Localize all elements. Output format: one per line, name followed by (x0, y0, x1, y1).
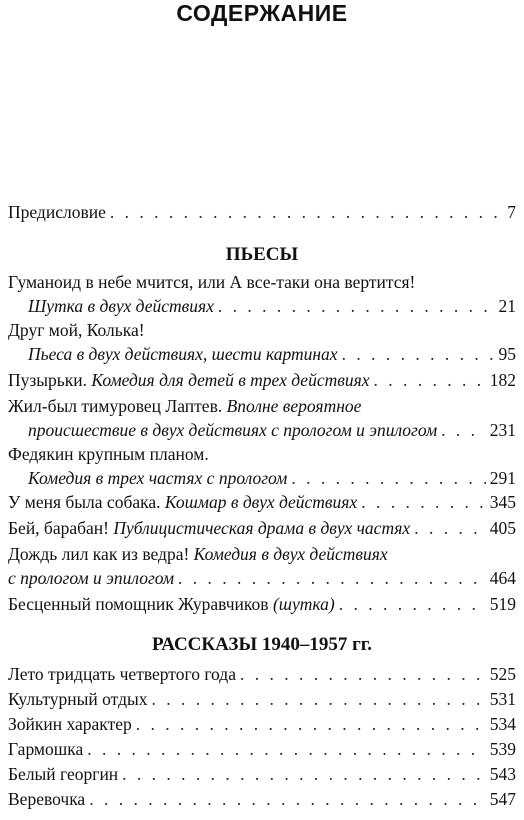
section-heading: РАССКАЗЫ 1940–1957 гг. (152, 634, 372, 655)
toc-entry-page: 519 (489, 594, 516, 614)
leader-dots (339, 594, 486, 615)
leader-dots (87, 739, 486, 760)
toc-entry-page: 543 (489, 764, 516, 784)
toc-entry[interactable] (8, 739, 516, 765)
toc-entry-title: Бесценный помощник Журавчиков (8, 594, 269, 614)
toc-entry[interactable] (8, 689, 516, 715)
toc-entry-page: 291 (489, 468, 516, 488)
toc-entry[interactable] (8, 202, 516, 228)
toc-entry-subtitle: Кошмар в двух действиях (164, 492, 358, 512)
toc-entry[interactable] (8, 518, 516, 544)
toc-entry-subtitle: Комедия в трех частях с прологом (28, 468, 288, 488)
toc-entry-title: Жил-был тимуровец Лаптев. (8, 396, 223, 416)
toc-entry-subtitle: происшествие в двух действиях с прологом и эпилогом (28, 420, 438, 440)
leader-dots (110, 202, 503, 223)
toc-entry-cont[interactable] (8, 568, 516, 594)
toc-entry-title: Предисловие (8, 202, 106, 222)
toc-entry-title: Друг мой, Колька! (8, 320, 145, 340)
toc-entry-title: Бей, барабан! (8, 518, 109, 538)
toc-entry[interactable] (8, 320, 516, 346)
toc-entry-page: 231 (489, 420, 516, 440)
toc-entry[interactable] (8, 764, 516, 790)
toc-entry-subtitle: (шутка) (272, 594, 335, 614)
toc-entry-page: 405 (489, 518, 516, 538)
leader-dots (361, 492, 486, 513)
toc-entry-page: 539 (489, 739, 516, 759)
toc-entry-subtitle: Комедия в двух действиях (193, 544, 388, 564)
toc-entry-page: 95 (498, 344, 516, 364)
toc-entry-subtitle: Комедия для детей в трех действиях (91, 370, 370, 390)
toc-entry-title: Федякин крупным планом. (8, 444, 209, 464)
toc-entry-subtitle: с прологом и эпилогом (8, 568, 175, 588)
toc-entry-page: 7 (507, 202, 516, 222)
toc-entry-title: Зойкин характер (8, 714, 132, 734)
toc-entry-cont[interactable] (28, 468, 516, 494)
toc-entry[interactable] (8, 664, 516, 690)
leader-dots (218, 296, 495, 317)
leader-dots (342, 344, 495, 365)
toc-entry[interactable] (8, 444, 516, 470)
toc-entry[interactable] (8, 714, 516, 740)
toc-entry-page: 21 (498, 296, 516, 316)
toc-entry-page: 182 (489, 370, 516, 390)
toc-entry-page: 531 (489, 689, 516, 709)
toc-entry-title: Культурный отдых (8, 689, 148, 709)
toc-entry-page: 534 (489, 714, 516, 734)
toc-entry-title: Дождь лил как из ведра! (8, 544, 190, 564)
page-title: СОДЕРЖАНИЕ (176, 0, 348, 26)
toc-entry-cont[interactable] (28, 344, 516, 370)
leader-dots (414, 518, 486, 539)
toc-entry-cont[interactable] (28, 296, 516, 322)
leader-dots (373, 370, 485, 391)
leader-dots (291, 468, 485, 489)
toc-entry[interactable] (8, 272, 516, 298)
toc-entry-title: Лето тридцать четвертого года (8, 664, 236, 684)
toc-entry[interactable] (8, 396, 516, 422)
toc-entry-page: 345 (489, 492, 516, 512)
toc-entry[interactable] (8, 594, 516, 620)
leader-dots (441, 420, 486, 441)
toc-entry[interactable] (8, 370, 516, 396)
section-heading: ПЬЕСЫ (225, 244, 299, 265)
toc-entry-page: 464 (489, 568, 516, 588)
toc-entry-title: Пузырьки. (8, 370, 88, 390)
leader-dots (122, 764, 486, 785)
toc-entry-subtitle: Пьеса в двух действиях, шести картинах (28, 344, 338, 364)
toc-entry-cont[interactable] (28, 420, 516, 446)
toc-entry[interactable] (8, 544, 516, 570)
leader-dots (89, 789, 486, 810)
toc-entry-title: Белый георгин (8, 764, 119, 784)
toc-entry-title: Гуманоид в небе мчится, или А все-таки она вертится! (8, 272, 416, 292)
leader-dots (240, 664, 486, 685)
toc-entry-title: У меня была собака. (8, 492, 161, 512)
toc-entry-subtitle: Публицистическая драма в двух частях (113, 518, 411, 538)
toc-entry-page: 547 (489, 789, 516, 809)
leader-dots (136, 714, 486, 735)
toc-entry[interactable] (8, 492, 516, 518)
toc-entry-page: 525 (489, 664, 516, 684)
toc-entry-subtitle: Вполне вероятное (226, 396, 362, 416)
toc-entry-title: Веревочка (8, 789, 86, 809)
toc-entry[interactable] (8, 789, 516, 815)
leader-dots (152, 689, 486, 710)
toc-entry-subtitle: Шутка в двух действиях (28, 296, 214, 316)
toc-entry-title: Гармошка (8, 739, 84, 759)
leader-dots (178, 568, 486, 589)
